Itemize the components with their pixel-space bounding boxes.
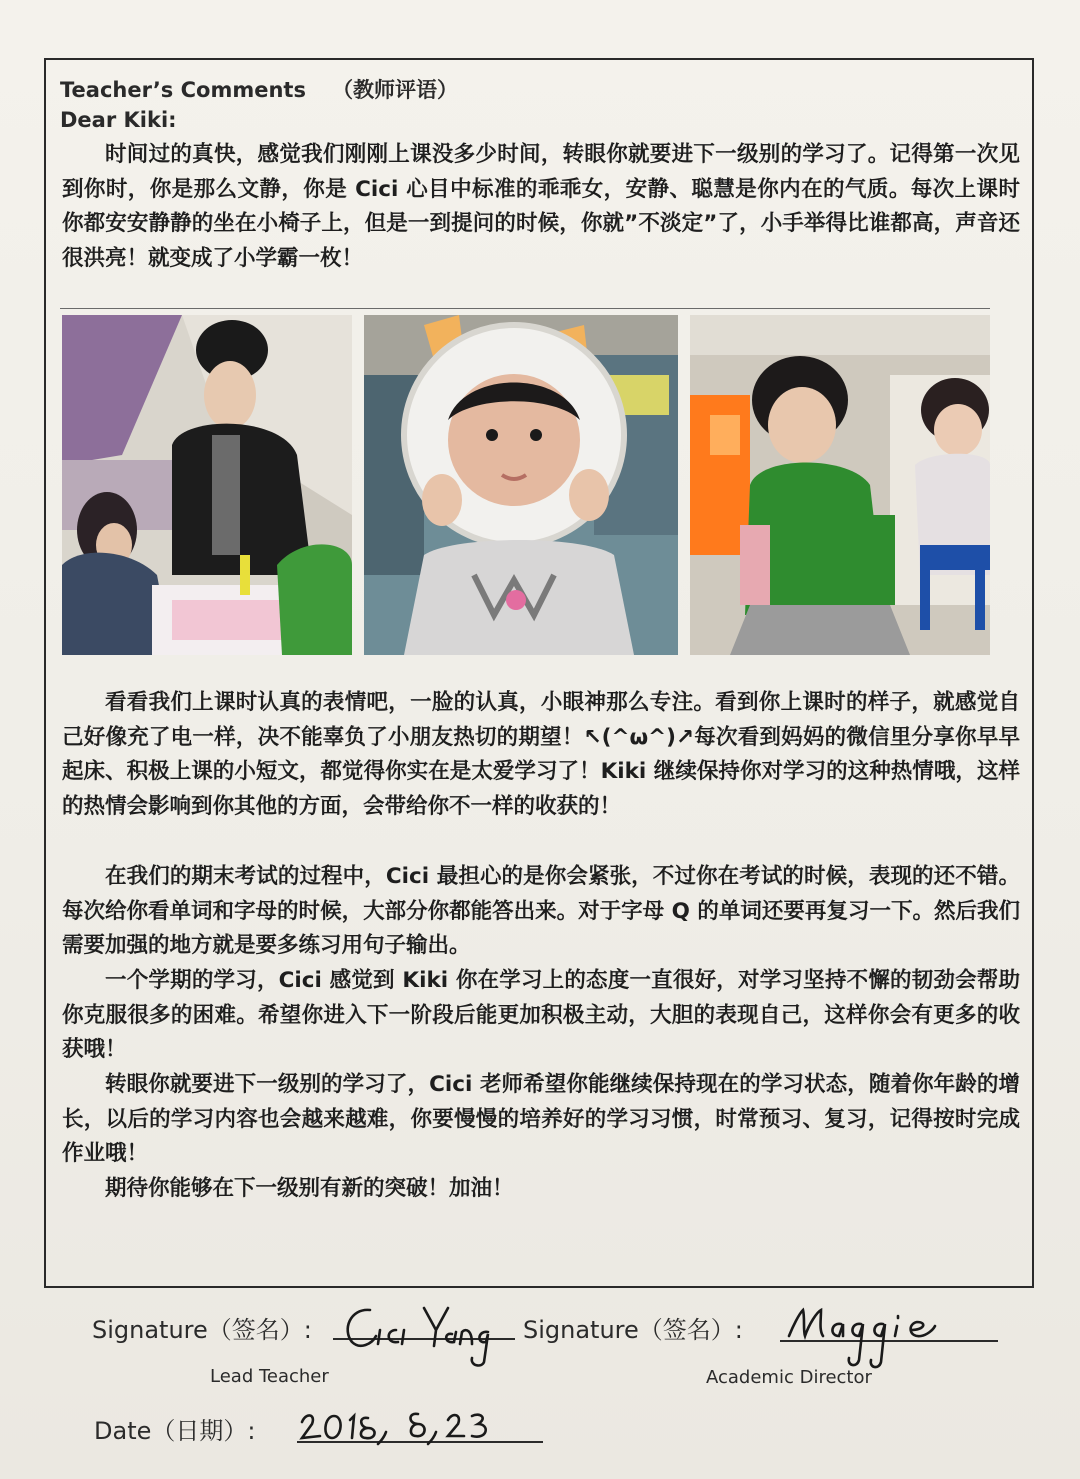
signature-label-director: Signature（签名）:	[523, 1316, 743, 1344]
signature-lead-teacher	[340, 1300, 510, 1370]
role-academic-director: Academic Director	[706, 1367, 872, 1388]
paragraph-1: 看看我们上课时认真的表情吧，一脸的认真，小眼神那么专注。看到你上课时的样子，就感觉自己好像充了电一样，决不能辜负了小朋友热切的期望！↖(^ω^)↗每次看到妈妈的微信里分享你早早起床、积极上课的小短文，都觉得你实在是太爱学习了！Kiki 继续保持你对学习的这种热情哦，这样的热情会影响到你其他的方面，会带给你不一样的收获的！	[62, 690, 1020, 819]
page-title	[60, 74, 458, 104]
teacher-with-child-photo	[62, 315, 352, 655]
date-handwritten	[298, 1402, 498, 1447]
paragraph-4: 转眼你就要进下一级别的学习了，Cici 老师希望你能继续保持现在的学习状态，随着你年龄的增长，以后的学习内容也会越来越难，你要慢慢的培养好的学习习惯，时常预习、复习，记得按时完成作业哦！	[62, 1072, 1020, 1167]
signature-label-lead: Signature（签名）:	[92, 1316, 312, 1344]
paragraph-3: 一个学期的学习，Cici 感觉到 Kiki 你在学习上的态度一直很好，对学习坚持不懈的韧劲会帮助你克服很多的困难。希望你进入下一阶段后能更加积极主动，大胆的表现自己，这样你会有更多的收获哦！	[62, 968, 1020, 1063]
paragraph-intro: 时间过的真快，感觉我们刚刚上课没多少时间，转眼你就要进下一级别的学习了。记得第一次见到你时，你是那么文静，你是 Cici 心目中标准的乖乖女，安静、聪慧是你内在的气质。每次上课时你都安安静静的坐在小椅子上，但是一到提问的时候，你就”不淡定”了，小手举得比谁都高，声音还很洪亮！就变成了小学霸一枚！	[62, 142, 1020, 271]
divider-line	[60, 308, 990, 309]
paragraph-2: 在我们的期末考试的过程中，Cici 最担心的是你会紧张，不过你在考试的时候，表现的还不错。每次给你看单词和字母的时候，大部分你都能答出来。对于字母 Q 的单词还要再复习一下。然后我们需要加强的地方就是要多练习用句子输出。	[62, 864, 1020, 959]
role-lead-teacher: Lead Teacher	[210, 1366, 329, 1387]
child-with-paper-plate-mask-photo	[364, 315, 678, 655]
date-label: Date（日期）:	[94, 1417, 256, 1445]
children-sitting-photo	[690, 315, 990, 655]
title-chinese: （教师评语）	[331, 78, 458, 102]
signature-academic-director	[785, 1296, 955, 1376]
paragraph-5: 期待你能够在下一级别有新的突破！加油！	[105, 1176, 514, 1201]
title-english: Teacher’s Comments	[60, 78, 306, 102]
greeting: Dear Kiki:	[60, 108, 177, 132]
